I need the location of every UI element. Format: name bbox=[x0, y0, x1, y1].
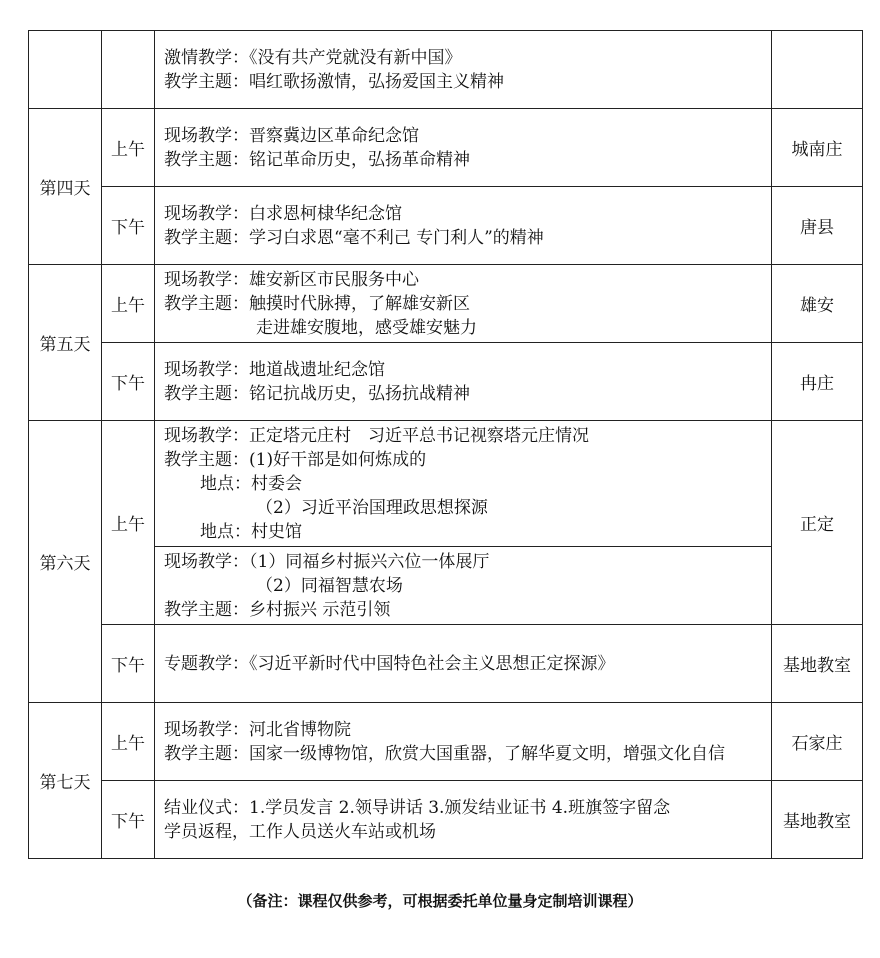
content-line: 现场教学：雄安新区市民服务中心 bbox=[164, 269, 419, 290]
day-label: 第七天 bbox=[29, 703, 102, 859]
content-line: 教学主题：铭记抗战历史，弘扬抗战精神 bbox=[164, 383, 470, 404]
content-cell bbox=[155, 343, 772, 421]
content-cell bbox=[155, 625, 772, 703]
table-row bbox=[29, 187, 863, 265]
content-line: 教学主题：铭记革命历史，弘扬革命精神 bbox=[164, 149, 470, 170]
content-cell bbox=[155, 781, 772, 859]
content-cell bbox=[155, 421, 772, 547]
table-row bbox=[29, 547, 863, 625]
table-row bbox=[29, 781, 863, 859]
content-cell bbox=[155, 31, 772, 109]
content-line: 教学主题：触摸时代脉搏，了解雄安新区 bbox=[164, 293, 470, 314]
table-row bbox=[29, 625, 863, 703]
content-line: 教学主题：乡村振兴 示范引领 bbox=[164, 599, 391, 620]
location-label: 基地教室 bbox=[772, 781, 863, 859]
content-line: （2）习近平治国理政思想探源 bbox=[256, 497, 488, 518]
location-label: 基地教室 bbox=[772, 625, 863, 703]
location-label: 唐县 bbox=[772, 187, 863, 265]
content-cell bbox=[155, 703, 772, 781]
content-cell bbox=[155, 265, 772, 343]
content-cell bbox=[155, 187, 772, 265]
period-label: 上午 bbox=[102, 703, 155, 781]
table-row bbox=[29, 703, 863, 781]
period-label: 下午 bbox=[102, 625, 155, 703]
table-row bbox=[29, 31, 863, 109]
period-label: 下午 bbox=[102, 343, 155, 421]
period-cell bbox=[102, 31, 155, 109]
day-label: 第五天 bbox=[29, 265, 102, 421]
location-label: 城南庄 bbox=[772, 109, 863, 187]
period-label: 下午 bbox=[102, 187, 155, 265]
location-label: 石家庄 bbox=[772, 703, 863, 781]
content-line: 现场教学：（1）同福乡村振兴六位一体展厅 bbox=[164, 551, 490, 572]
content-line: 教学主题：学习白求恩“毫不利己 专门利人”的精神 bbox=[164, 227, 544, 248]
content-line: 结业仪式：1.学员发言 2.领导讲话 3.颁发结业证书 4.班旗签字留念 bbox=[164, 797, 671, 818]
table-row bbox=[29, 265, 863, 343]
content-line: 现场教学：晋察冀边区革命纪念馆 bbox=[164, 125, 419, 146]
content-line: 专题教学：《习近平新时代中国特色社会主义思想正定探源》 bbox=[164, 653, 615, 674]
content-line: 现场教学：地道战遗址纪念馆 bbox=[164, 359, 385, 380]
table-row bbox=[29, 421, 863, 547]
day-label: 第四天 bbox=[29, 109, 102, 265]
content-line: （2）同福智慧农场 bbox=[256, 575, 403, 596]
location-label: 雄安 bbox=[772, 265, 863, 343]
day-cell bbox=[29, 31, 102, 109]
day-label: 第六天 bbox=[29, 421, 102, 703]
content-cell bbox=[155, 109, 772, 187]
period-label: 下午 bbox=[102, 781, 155, 859]
schedule-table bbox=[28, 30, 863, 859]
period-label: 上午 bbox=[102, 265, 155, 343]
content-line: 教学主题：唱红歌扬激情，弘扬爱国主义精神 bbox=[164, 71, 504, 92]
content-line: 学员返程，工作人员送火车站或机场 bbox=[164, 821, 436, 842]
period-label: 上午 bbox=[102, 109, 155, 187]
content-cell bbox=[155, 547, 772, 625]
content-line: 现场教学：河北省博物院 bbox=[164, 719, 351, 740]
table-row bbox=[29, 109, 863, 187]
content-line: 教学主题：国家一级博物馆，欣赏大国重器，了解华夏文明，增强文化自信 bbox=[164, 743, 725, 764]
location-label: 正定 bbox=[772, 421, 863, 625]
content-line: 地点：村史馆 bbox=[200, 521, 302, 542]
content-line: 地点：村委会 bbox=[200, 473, 302, 494]
footnote: （备注：课程仅供参考，可根据委托单位量身定制培训课程） bbox=[237, 892, 643, 910]
content-line: 激情教学：《没有共产党就没有新中国》 bbox=[164, 47, 462, 68]
content-line: 走进雄安腹地，感受雄安魅力 bbox=[256, 317, 477, 338]
table-row bbox=[29, 343, 863, 421]
content-line: 现场教学：白求恩柯棣华纪念馆 bbox=[164, 203, 402, 224]
content-line: 教学主题：(1)好干部是如何炼成的 bbox=[164, 449, 427, 470]
content-line: 现场教学：正定塔元庄村 习近平总书记视察塔元庄情况 bbox=[164, 425, 589, 446]
period-label: 上午 bbox=[102, 421, 155, 625]
location-label: 冉庄 bbox=[772, 343, 863, 421]
location-cell bbox=[772, 31, 863, 109]
